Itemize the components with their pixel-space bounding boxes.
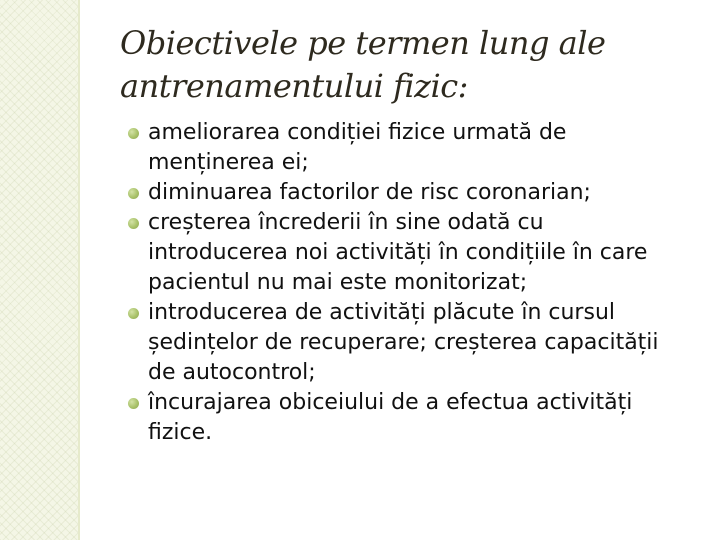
- list-item: [128, 298, 688, 388]
- bullet-list: [128, 118, 688, 448]
- bullet-icon: [128, 218, 139, 229]
- list-item-text: creșterea încrederii în sine odată cu introducerea noi activități în condițiile în care pacientul nu mai este monitorizat;: [148, 210, 648, 295]
- bullet-icon: [128, 398, 139, 409]
- list-item: [128, 208, 688, 298]
- decorative-side-band: [0, 0, 80, 540]
- list-item-text: ameliorarea condiției fizice urmată de menținerea ei;: [148, 120, 567, 175]
- list-item-text: introducerea de activități plăcute în cursul ședințelor de recuperare; creșterea capacității de autocontrol;: [148, 300, 659, 385]
- bullet-icon: [128, 188, 139, 199]
- list-item-text: diminuarea factorilor de risc coronarian;: [148, 180, 591, 205]
- side-band-divider: [78, 0, 80, 540]
- list-item: [128, 178, 688, 208]
- list-item: [128, 118, 688, 178]
- list-item: [128, 388, 688, 448]
- bullet-icon: [128, 308, 139, 319]
- list-item-text: încurajarea obiceiului de a efectua activități fizice.: [148, 390, 633, 445]
- slide-title: Obiectivele pe termen lung ale antrenamentului fizic:: [120, 24, 606, 106]
- bullet-icon: [128, 128, 139, 139]
